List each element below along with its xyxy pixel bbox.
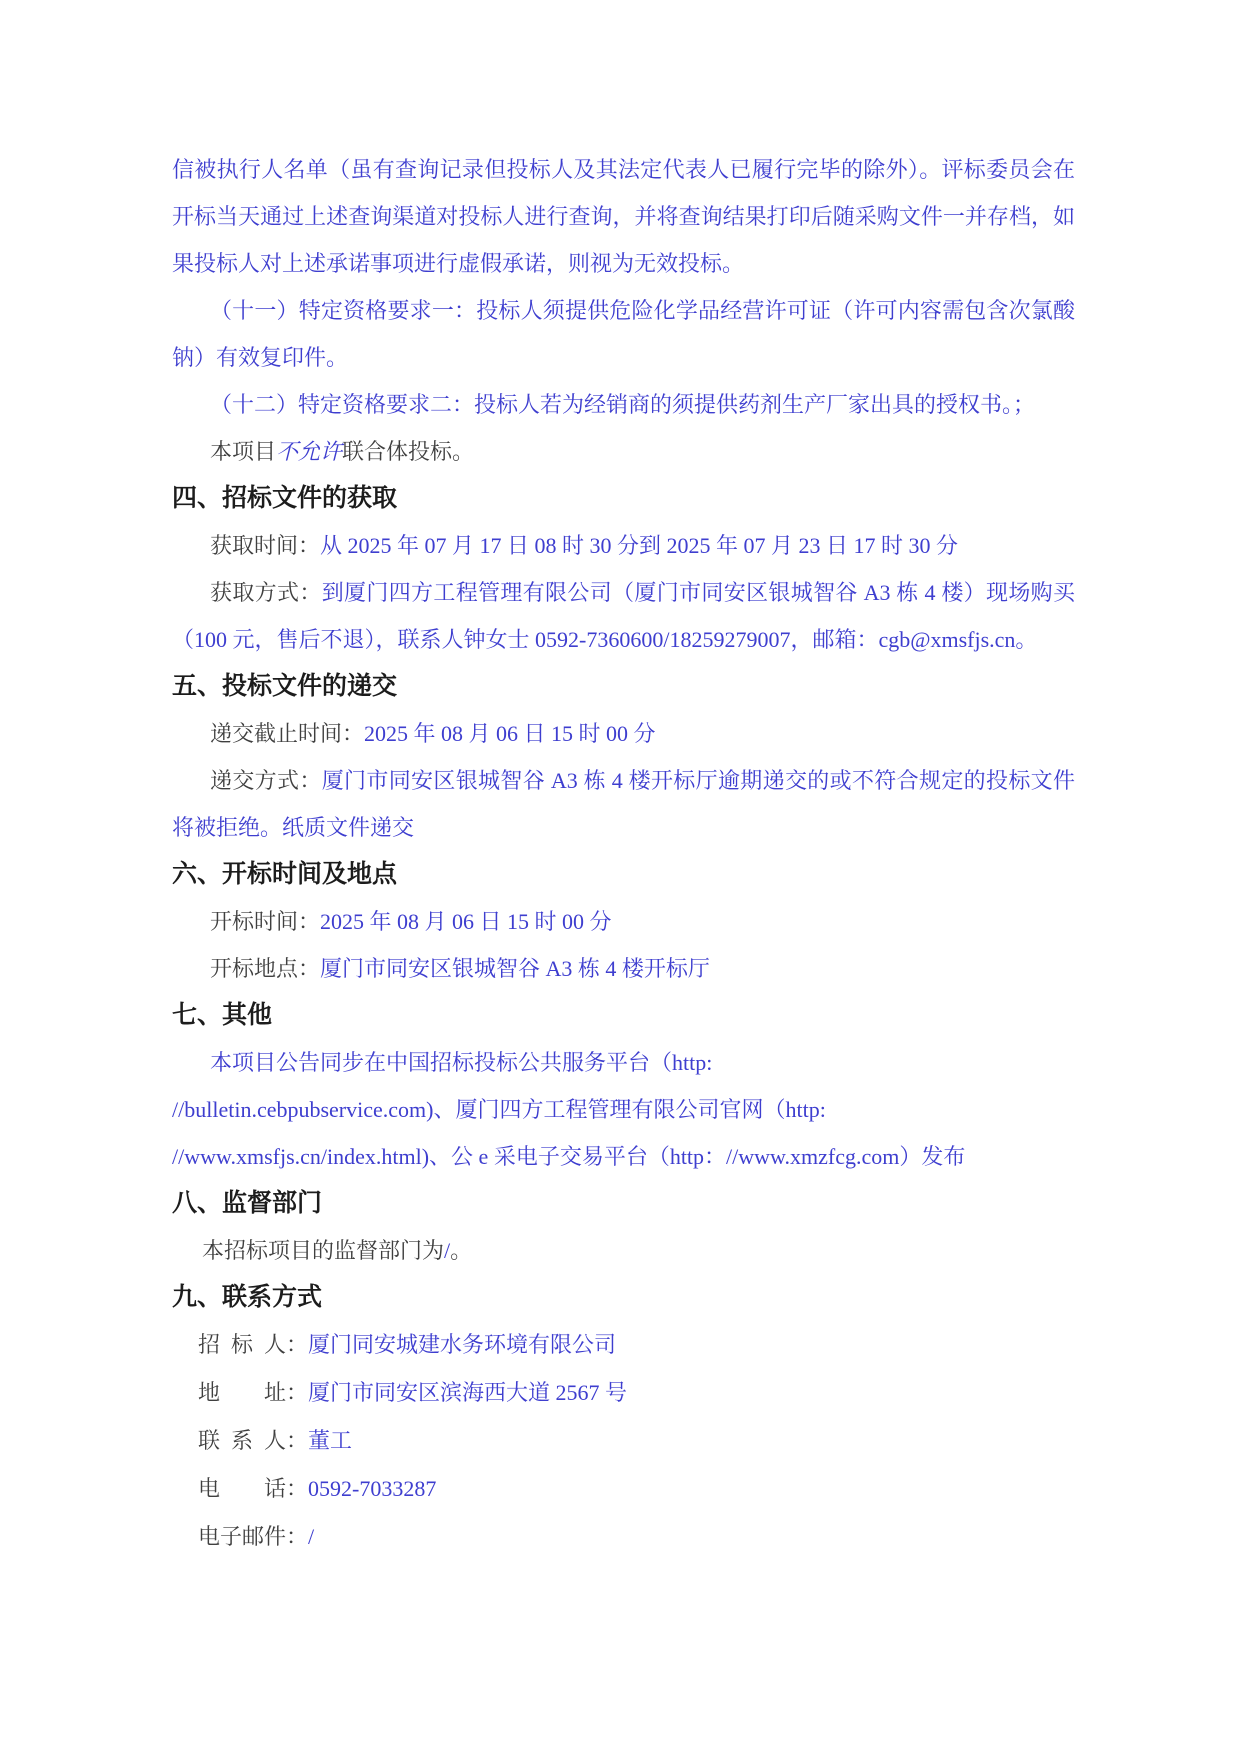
text-segment: 开标时间： bbox=[210, 909, 321, 934]
paragraph bbox=[172, 1321, 1075, 1369]
text-segment: 电 话： bbox=[198, 1476, 309, 1501]
text-segment: 本项目 bbox=[210, 439, 277, 464]
text-segment: 递交方式： bbox=[210, 768, 322, 793]
text-segment: 电子邮件： bbox=[198, 1524, 309, 1549]
paragraph bbox=[172, 1465, 1075, 1513]
text-segment: 联合体投标。 bbox=[342, 439, 475, 464]
text-segment: 开标地点： bbox=[210, 956, 321, 981]
text-segment: //bulletin.cebpubservice.com)、厦门四方工程管理有限公司官网（http: bbox=[172, 1097, 826, 1122]
text-segment: （十一）特定资格要求一：投标人须提供危险化学品经营许可证（许可内容需包含次氯酸钠）有效复印件。 bbox=[172, 298, 1075, 370]
text-segment: 从 2025 年 07 月 17 日 08 时 30 分到 2025 年 07 月 23 日 17 时 30 分 bbox=[320, 533, 959, 558]
text-segment: 四、招标文件的获取 bbox=[172, 484, 398, 512]
paragraph bbox=[172, 569, 1075, 663]
text-segment: 六、开标时间及地点 bbox=[172, 860, 398, 888]
text-segment: 联 系 人： bbox=[198, 1428, 309, 1453]
paragraph bbox=[172, 945, 1075, 992]
text-segment: 2025 年 08 月 06 日 15 时 00 分 bbox=[364, 721, 656, 746]
text-segment: 0592-7033287 bbox=[308, 1476, 437, 1501]
paragraph bbox=[172, 522, 1075, 569]
section-heading bbox=[172, 992, 1075, 1039]
text-segment: 厦门市同安区滨海西大道 2567 号 bbox=[308, 1380, 628, 1405]
paragraph bbox=[172, 428, 1075, 475]
text-segment: 九、联系方式 bbox=[172, 1283, 323, 1311]
paragraph bbox=[172, 1513, 1075, 1561]
section-heading bbox=[172, 1180, 1075, 1227]
section-heading bbox=[172, 1274, 1075, 1321]
text-segment: 信被执行人名单（虽有查询记录但投标人及其法定代表人已履行完毕的除外）。评标委员会在开标当天通过上述查询渠道对投标人进行查询，并将查询结果打印后随采购文件一并存档，如果投标人对上述承诺事项进行虚假承诺，则视为无效投标。 bbox=[172, 157, 1075, 276]
paragraph bbox=[172, 757, 1075, 851]
section-heading bbox=[172, 851, 1075, 898]
paragraph bbox=[172, 1227, 1075, 1274]
text-segment: 获取方式： bbox=[210, 580, 322, 605]
text-segment: 董工 bbox=[308, 1428, 353, 1453]
text-segment: 递交截止时间： bbox=[210, 721, 365, 746]
paragraph bbox=[172, 898, 1075, 945]
text-segment: 七、其他 bbox=[172, 1001, 273, 1029]
paragraph bbox=[172, 1039, 1075, 1180]
text-segment: 八、监督部门 bbox=[172, 1189, 323, 1217]
section-heading bbox=[172, 663, 1075, 710]
text-segment: 招 标 人： bbox=[198, 1332, 309, 1357]
paragraph bbox=[172, 287, 1075, 381]
paragraph bbox=[172, 1369, 1075, 1417]
text-segment: 。 bbox=[450, 1238, 473, 1263]
text-segment: （十二）特定资格要求二：投标人若为经销商的须提供药剂生产厂家出具的授权书。； bbox=[210, 392, 1036, 417]
text-segment: / bbox=[308, 1524, 315, 1549]
text-segment: 厦门同安城建水务环境有限公司 bbox=[308, 1332, 617, 1357]
text-segment: 五、投标文件的递交 bbox=[172, 672, 398, 700]
section-heading bbox=[172, 475, 1075, 522]
document-body bbox=[172, 146, 1075, 1561]
text-segment: 获取时间： bbox=[210, 533, 321, 558]
paragraph bbox=[172, 381, 1075, 428]
paragraph bbox=[172, 146, 1075, 287]
text-segment: 不允许 bbox=[276, 439, 343, 464]
text-segment: 本招标项目的监督部门为 bbox=[202, 1238, 445, 1263]
text-segment: 本项目公告同步在中国招标投标公共服务平台（http: bbox=[210, 1050, 713, 1075]
text-segment: //www.xmsfjs.cn/index.html)、公 e 采电子交易平台（http：//www.xmzfcg.com）发布 bbox=[172, 1144, 966, 1169]
paragraph bbox=[172, 1417, 1075, 1465]
text-segment: / bbox=[444, 1238, 451, 1263]
text-segment: 厦门市同安区银城智谷 A3 栋 4 楼开标厅 bbox=[320, 956, 710, 981]
text-segment: 到厦门四方工程管理有限公司（厦门市同安区银城智谷 A3 栋 4 楼）现场购买（100 元，售后不退），联系人钟女士 0592-7360600/18259279007，邮箱：cgb@xmsfjs.cn。 bbox=[172, 580, 1075, 652]
text-segment: 地 址： bbox=[198, 1380, 309, 1405]
text-segment: 2025 年 08 月 06 日 15 时 00 分 bbox=[320, 909, 612, 934]
paragraph bbox=[172, 710, 1075, 757]
text-segment: 厦门市同安区银城智谷 A3 栋 4 楼开标厅逾期递交的或不符合规定的投标文件将被拒绝。纸质文件递交 bbox=[172, 768, 1075, 840]
